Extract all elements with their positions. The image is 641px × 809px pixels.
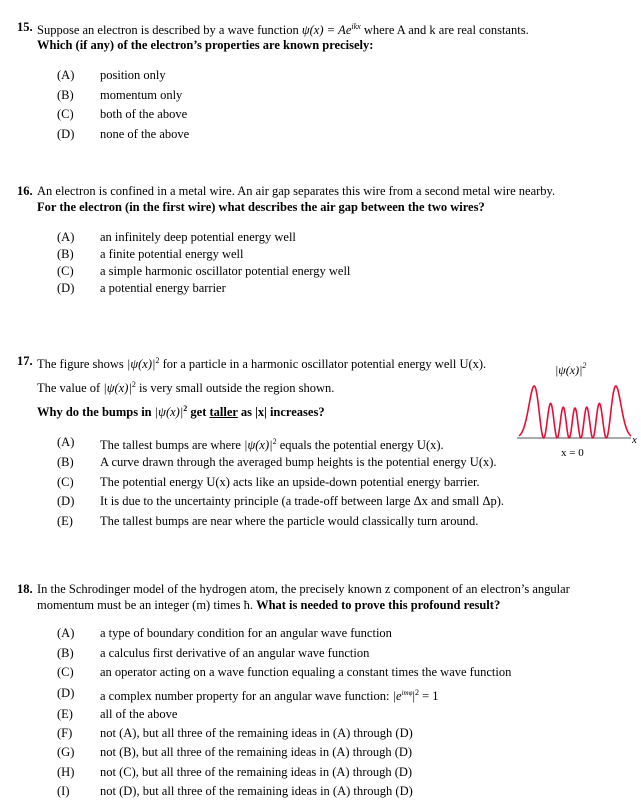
q18-stem2: momentum must be an integer (m) times ħ. What is needed to prove this profound result? (37, 598, 501, 612)
figure-curve (519, 386, 631, 438)
q17-stem2: The value of $|\psi(x)|^2$ is very small outside the region shown. (37, 380, 335, 396)
q17-prompt: Why do the bumps in $|\psi(x)|^2$ get taller as |x| increases? (37, 404, 325, 420)
q15-number: 15. (17, 20, 33, 34)
q18-stem: In the Schrodinger model of the hydrogen atom, the precisely known z component of an electron’s angular (37, 582, 570, 596)
q17-stem: The figure shows $|\psi(x)|^2$ for a particle in a harmonic oscillator potential energy well U(x). (37, 356, 487, 372)
q16-number: 16. (17, 184, 33, 198)
q18-number: 18. (17, 582, 33, 596)
q16-prompt: For the electron (in the first wire) what describes the air gap between the two wires? (37, 200, 485, 214)
q15-stem: Suppose an electron is described by a wave function $\psi(x) = Ae^{ikx}$ where A and k are real constants. (37, 22, 529, 38)
q16-stem: An electron is confined in a metal wire. An air gap separates this wire from a second metal wire nearby. (37, 184, 556, 198)
q17-number: 17. (17, 354, 33, 368)
figure-xlabel: x (632, 434, 637, 446)
figure-x0-label: x = 0 (561, 447, 584, 459)
wavefunction-figure (515, 352, 639, 464)
figure-ylabel: $|\psi(x)|^2$ (555, 361, 587, 377)
q15-prompt: Which (if any) of the electron’s properties are known precisely: (37, 38, 374, 52)
